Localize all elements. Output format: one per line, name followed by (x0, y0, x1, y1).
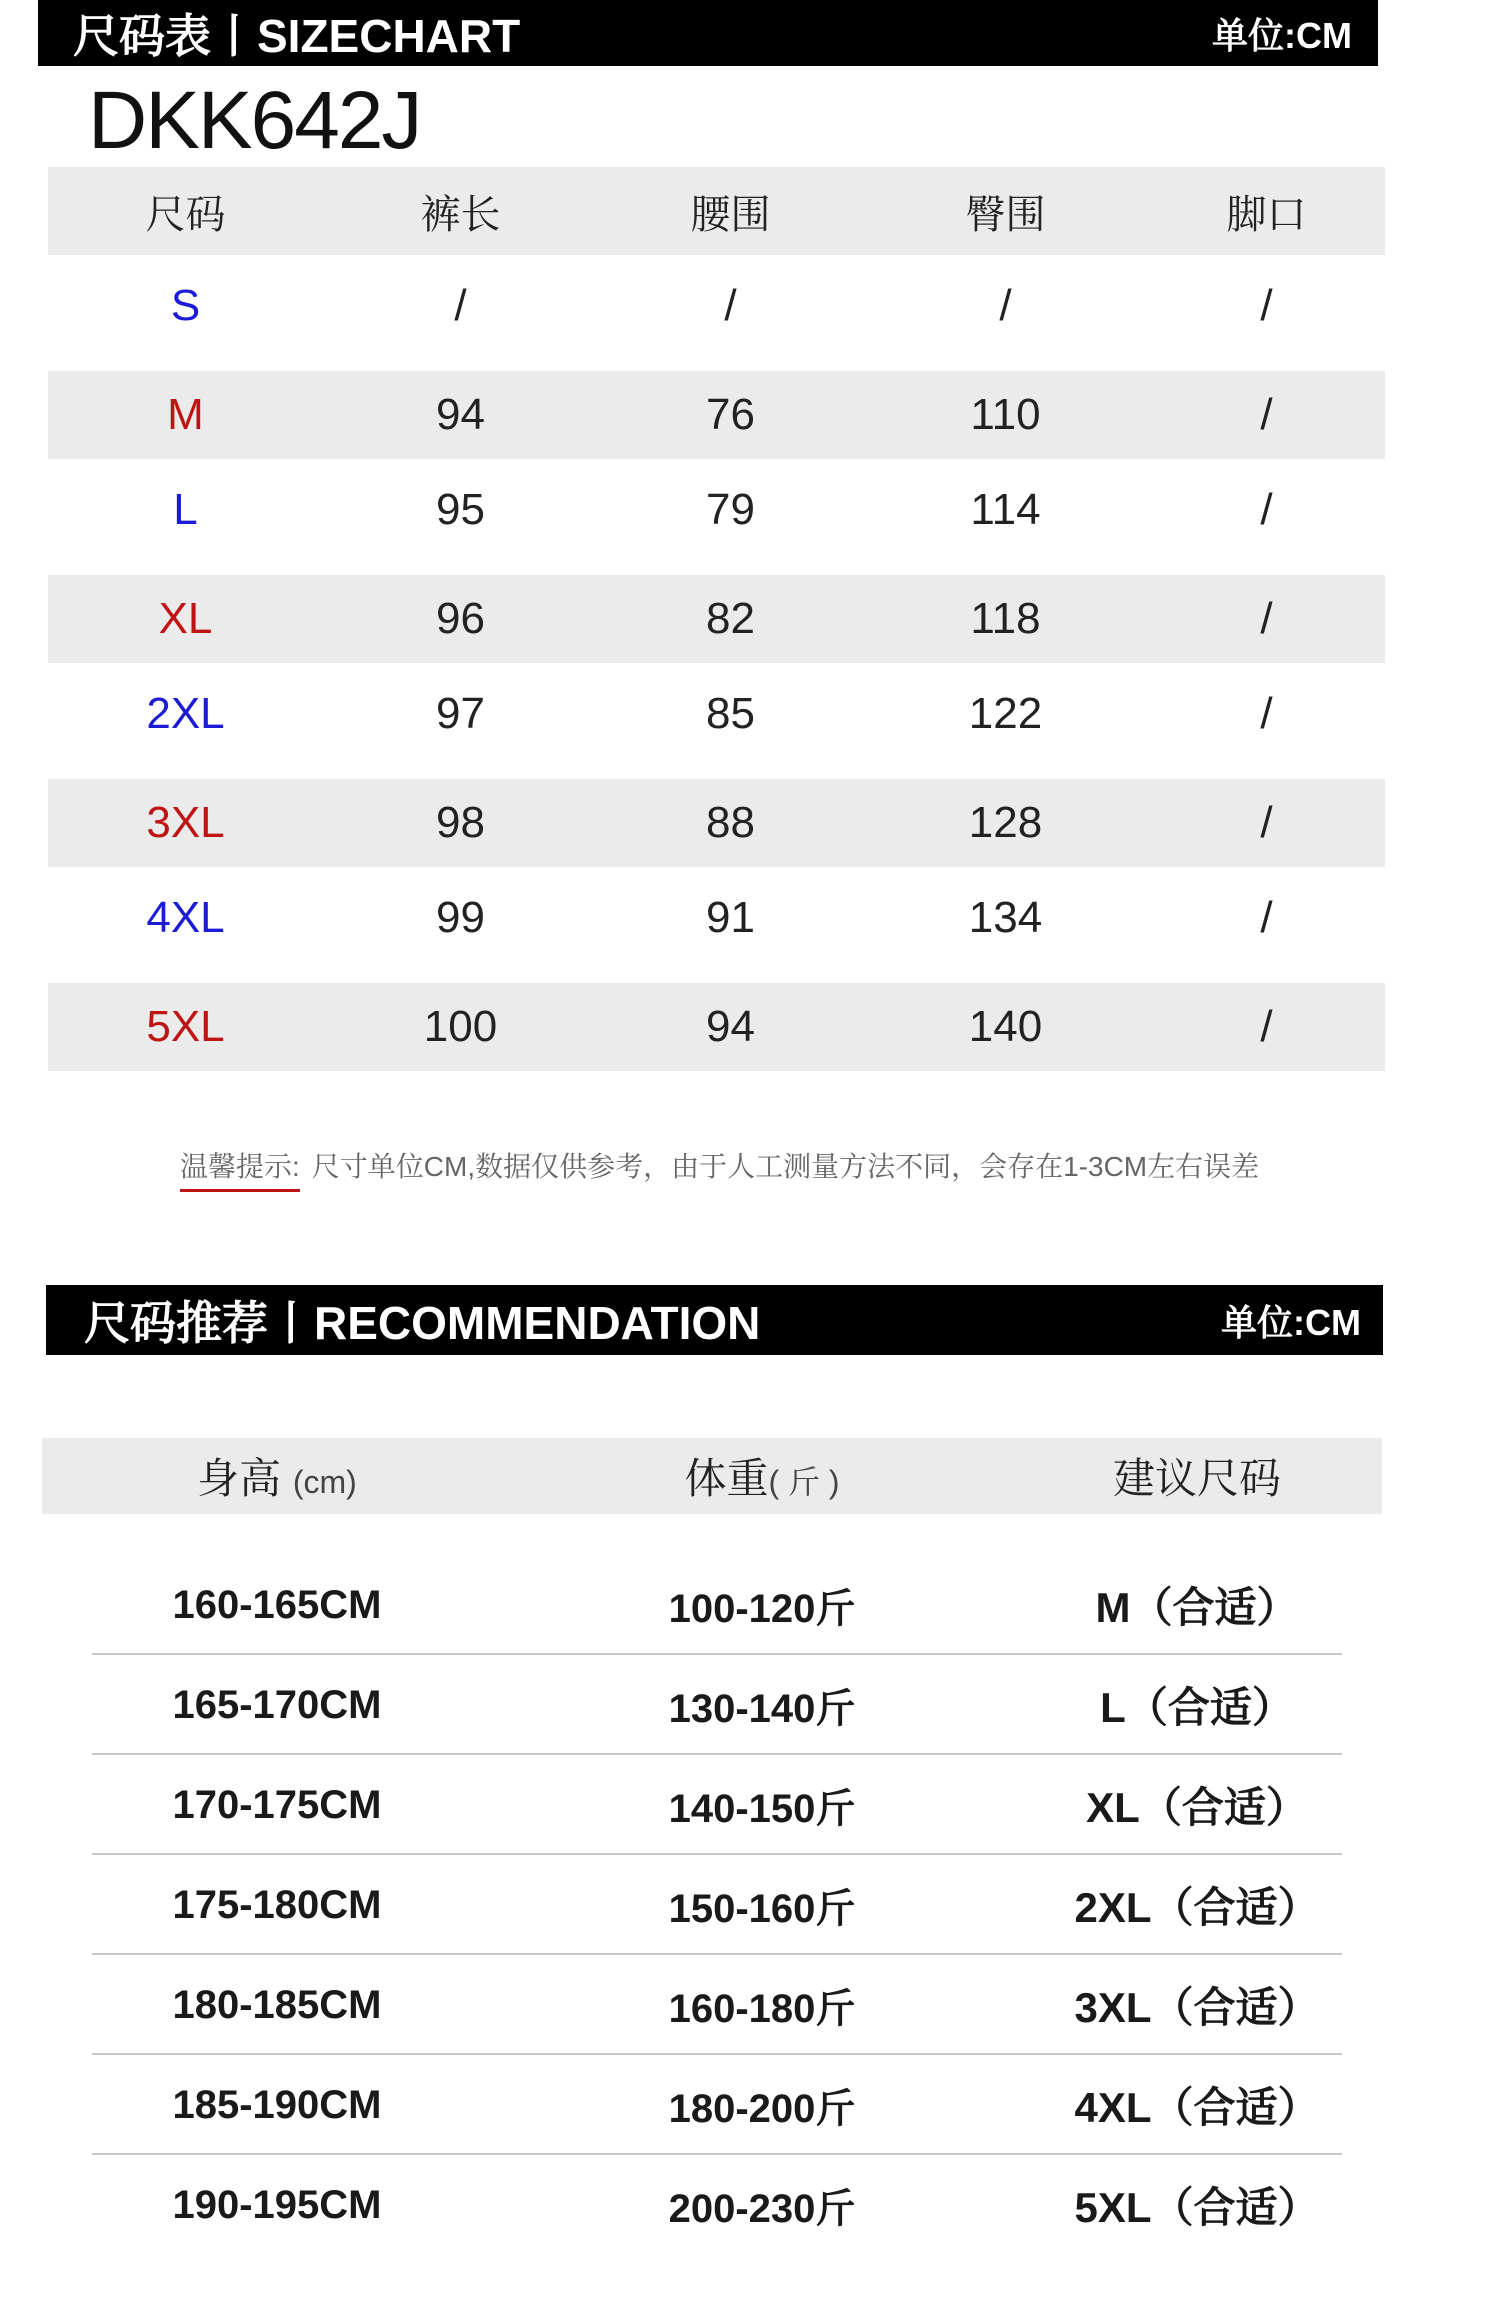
sizechart-unit: 单位:CM (1212, 14, 1352, 56)
row-spacer (48, 765, 1385, 779)
recommendation-unit: 单位:CM (1221, 1301, 1361, 1343)
recommendation-cell-height: 185-190CM (172, 2082, 382, 2127)
measurement-note (180, 1145, 1259, 1192)
recommendation-cell-height: 190-195CM (172, 2182, 382, 2227)
size-cell-waist: / (724, 281, 737, 330)
size-cell-size: 4XL (146, 893, 225, 942)
size-cell-length: 99 (436, 893, 485, 942)
recommendation-cell-height: 180-185CM (172, 1982, 382, 2027)
size-cell-length: 100 (423, 1002, 498, 1051)
header-weight (512, 1446, 1012, 1506)
sizechart-title: 尺码表丨SIZECHART (73, 10, 521, 62)
recommendation-table-body (42, 1555, 1382, 2255)
size-cell-waist: 76 (706, 390, 755, 439)
recommendation-cell-weight: 100-120斤 (668, 1586, 856, 1631)
recommendation-cell-height: 175-180CM (172, 1882, 382, 1927)
recommendation-row (42, 2055, 1382, 2155)
recommendation-cell-weight: 150-160斤 (668, 1886, 856, 1931)
size-table-body (48, 255, 1385, 1071)
size-cell-hem: / (1260, 485, 1273, 534)
size-cell-waist: 94 (706, 1002, 755, 1051)
size-cell-hem: / (1260, 594, 1273, 643)
header-length: 裤长 (420, 192, 501, 237)
recommendation-cell-size: 3XL（合适） (1074, 1984, 1320, 2031)
size-cell-hip: 110 (970, 390, 1041, 439)
recommendation-row (42, 1555, 1382, 1655)
size-cell-waist: 79 (706, 485, 755, 534)
size-cell-hem: / (1260, 1002, 1273, 1051)
note-text: 尺寸单位CM,数据仅供参考，由于人工测量方法不同，会存在1-3CM左右误差 (311, 1151, 1260, 1182)
header-size: 尺码 (145, 192, 226, 237)
recommendation-table-header (42, 1438, 1382, 1514)
size-row (48, 459, 1385, 561)
recommendation-row (42, 1955, 1382, 2055)
size-row (48, 575, 1385, 663)
recommendation-cell-weight: 160-180斤 (668, 1986, 856, 2031)
size-cell-size: 5XL (146, 1002, 225, 1051)
size-cell-waist: 88 (706, 798, 755, 847)
recommendation-row (42, 1655, 1382, 1755)
size-cell-hip: 114 (970, 485, 1041, 534)
size-cell-size: XL (158, 594, 213, 643)
size-table (48, 167, 1385, 1071)
size-cell-length: 95 (436, 485, 485, 534)
header-hip: 臀围 (965, 192, 1046, 237)
size-row (48, 255, 1385, 357)
size-cell-size: S (170, 281, 201, 330)
sizechart-header-bar (38, 0, 1378, 66)
row-spacer (48, 969, 1385, 983)
size-row (48, 371, 1385, 459)
header-weight-unit: ( 斤 ) (768, 1464, 840, 1500)
row-spacer (48, 561, 1385, 575)
size-cell-waist: 91 (706, 893, 755, 942)
size-cell-hip: 118 (970, 594, 1041, 643)
recommendation-cell-size: L（合适） (1100, 1684, 1294, 1731)
recommendation-cell-weight: 200-230斤 (668, 2186, 856, 2231)
recommendation-row (42, 1755, 1382, 1855)
recommendation-header-bar (46, 1285, 1383, 1355)
size-cell-hip: / (999, 281, 1012, 330)
header-hem: 脚口 (1226, 192, 1307, 237)
size-cell-size: M (167, 390, 204, 439)
size-cell-length: 94 (436, 390, 485, 439)
size-cell-size: 3XL (146, 798, 225, 847)
recommendation-cell-height: 170-175CM (172, 1782, 382, 1827)
size-cell-size: L (173, 485, 198, 534)
recommendation-cell-weight: 180-200斤 (668, 2086, 856, 2131)
recommendation-cell-height: 160-165CM (172, 1582, 382, 1627)
size-cell-hem: / (1260, 893, 1273, 942)
recommendation-cell-size: 5XL（合适） (1074, 2184, 1320, 2231)
size-row (48, 663, 1385, 765)
size-row (48, 983, 1385, 1071)
header-height (42, 1446, 512, 1506)
size-cell-hem: / (1260, 798, 1273, 847)
recommendation-cell-size: M（合适） (1095, 1584, 1299, 1631)
recommendation-row (42, 1855, 1382, 1955)
recommendation-cell-weight: 130-140斤 (668, 1686, 856, 1731)
size-cell-waist: 82 (706, 594, 755, 643)
size-cell-hip: 140 (968, 1002, 1043, 1051)
size-row (48, 779, 1385, 867)
recommendation-cell-size: 2XL（合适） (1074, 1884, 1320, 1931)
header-recommended-size (1012, 1446, 1382, 1506)
recommendation-row (42, 2155, 1382, 2255)
row-spacer (48, 357, 1385, 371)
recommendation-cell-height: 165-170CM (172, 1682, 382, 1727)
model-number: DKK642J (88, 75, 421, 166)
size-cell-hem: / (1260, 689, 1273, 738)
size-cell-hip: 128 (968, 798, 1043, 847)
size-cell-size: 2XL (146, 689, 225, 738)
size-row (48, 867, 1385, 969)
size-cell-waist: 85 (706, 689, 755, 738)
recommendation-title: 尺码推荐丨RECOMMENDATION (84, 1297, 761, 1349)
size-cell-hip: 134 (968, 893, 1043, 942)
size-cell-length: / (454, 281, 467, 330)
size-cell-hem: / (1260, 390, 1273, 439)
header-height-unit: (cm) (292, 1464, 357, 1500)
size-cell-length: 98 (436, 798, 485, 847)
recommendation-cell-size: XL（合适） (1086, 1784, 1308, 1831)
size-table-header (48, 167, 1385, 255)
header-height-label: 身高 (197, 1455, 282, 1502)
recommendation-cell-size: 4XL（合适） (1074, 2084, 1320, 2131)
recommendation-cell-weight: 140-150斤 (668, 1786, 856, 1831)
size-cell-hem: / (1260, 281, 1273, 330)
header-waist: 腰围 (690, 192, 771, 237)
size-cell-length: 97 (436, 689, 485, 738)
size-cell-hip: 122 (968, 689, 1043, 738)
note-lead: 温馨提示: (180, 1145, 300, 1192)
header-weight-label: 体重 (684, 1455, 769, 1502)
header-recommended-size-label: 建议尺码 (1112, 1455, 1281, 1502)
size-cell-length: 96 (436, 594, 485, 643)
